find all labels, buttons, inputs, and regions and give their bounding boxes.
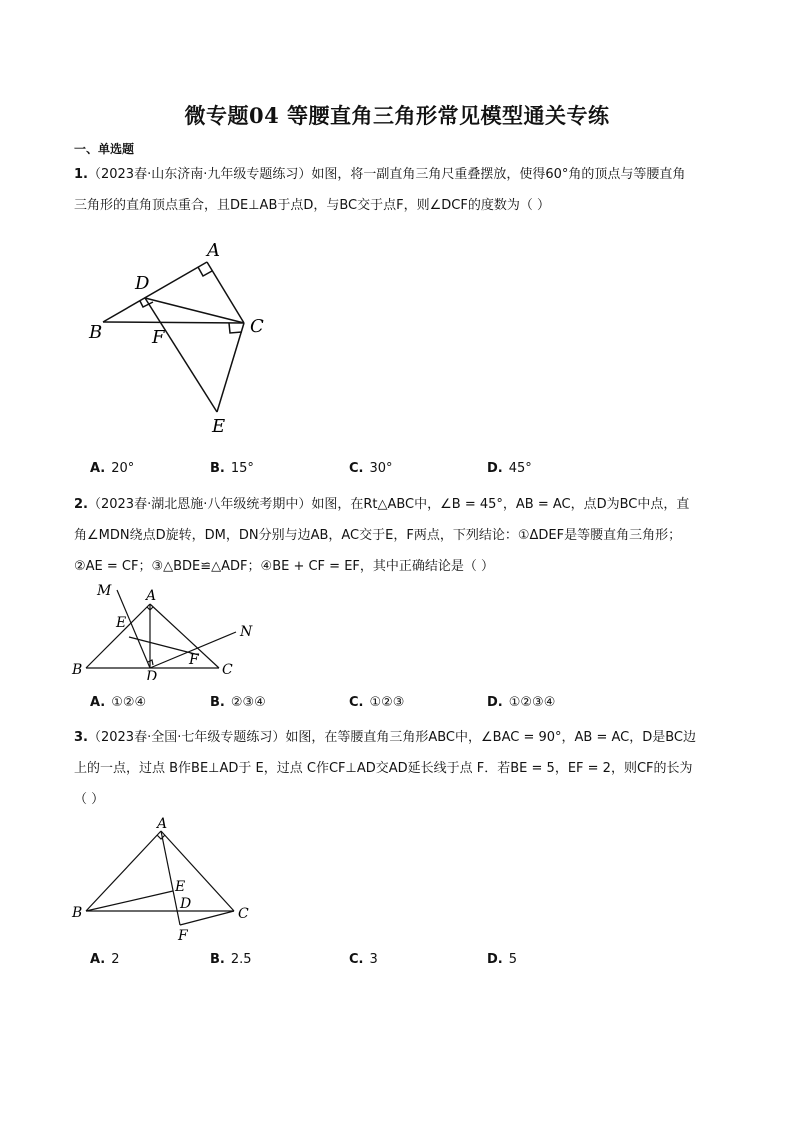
- question-2-stem-1: （2023春·湖北恩施·八年级统考期中）如图，在Rt△ABC中，∠B = 45°，AB = AC，点D为BC中点，直: [87, 497, 690, 512]
- question-2: [74, 489, 734, 582]
- question-3-figure: [66, 812, 266, 947]
- option-c[interactable]: C. ①②③: [349, 695, 405, 710]
- label-f: F: [189, 652, 199, 668]
- option-c[interactable]: C. 30°: [349, 461, 393, 476]
- question-1-stem-1: （2023春·山东济南·九年级专题练习）如图，将一副直角三角尺重叠摆放，使得60°角的顶点与等腰直角: [87, 167, 686, 182]
- page-title: 微专题04 等腰直角三角形常见模型通关专练: [184, 103, 610, 128]
- option-b[interactable]: B. ②③④: [210, 695, 266, 710]
- question-1-line-1: [74, 159, 734, 190]
- label-b: B: [72, 905, 83, 921]
- question-2-line-1: [74, 489, 734, 520]
- label-n: N: [240, 624, 253, 640]
- label-b: B: [89, 322, 103, 343]
- label-d: D: [146, 669, 158, 680]
- question-2-figure: [66, 580, 266, 680]
- question-3: [74, 722, 734, 815]
- label-f: F: [178, 928, 188, 944]
- option-a[interactable]: A. ①②④: [90, 695, 147, 710]
- option-d[interactable]: D. 45°: [487, 461, 532, 476]
- label-c: C: [222, 662, 233, 678]
- label-a: A: [146, 588, 157, 604]
- label-c: C: [250, 316, 264, 337]
- question-1-figure: [80, 235, 280, 440]
- label-a: A: [157, 816, 168, 832]
- option-a[interactable]: A. 20°: [90, 461, 135, 476]
- label-f: F: [152, 327, 165, 348]
- option-d[interactable]: D. ①②③④: [487, 695, 556, 710]
- option-b[interactable]: B. 2.5: [210, 952, 252, 967]
- label-a: A: [207, 240, 220, 261]
- label-c: C: [238, 906, 249, 922]
- question-number: 1.: [74, 167, 88, 182]
- option-a[interactable]: A. 2: [90, 952, 120, 967]
- question-number: 3.: [74, 730, 88, 745]
- question-3-stem-1: （2023春·全国·七年级专题练习）如图，在等腰直角三角形ABC中，∠BAC = 90°，AB = AC，D是BC边: [87, 730, 696, 745]
- option-c[interactable]: C. 3: [349, 952, 378, 967]
- question-3-line-2: 上的一点，过点 B作BE⊥AD于 E，过点 C作CF⊥AD交AD延长线于点 F．若BE = 5，EF = 2，则CF的长为: [74, 761, 693, 776]
- question-1: [74, 159, 734, 221]
- label-d: D: [180, 896, 192, 912]
- label-d: D: [135, 273, 150, 294]
- option-d[interactable]: D. 5: [487, 952, 518, 967]
- question-2-line-3: ②AE = CF；③△BDE≌△ADF；④BE + CF = EF，其中正确结论是（ ）: [74, 559, 495, 574]
- question-2-line-2: 角∠MDN绕点D旋转，DM，DN分别与边AB，AC交于E，F两点，下列结论：①ΔDEF是等腰直角三角形；: [74, 528, 682, 543]
- section-heading: 一、单选题: [74, 142, 135, 156]
- label-e: E: [175, 879, 186, 895]
- question-1-line-2: 三角形的直角顶点重合，且DE⊥AB于点D，与BC交于点F，则∠DCF的度数为（ ）: [74, 198, 550, 213]
- question-number: 2.: [74, 497, 88, 512]
- question-3-line-3: （ ）: [74, 792, 105, 807]
- label-b: B: [72, 662, 83, 678]
- label-m: M: [97, 583, 112, 599]
- label-e: E: [116, 615, 127, 631]
- question-3-line-1: [74, 722, 734, 753]
- label-e: E: [212, 416, 226, 437]
- option-b[interactable]: B. 15°: [210, 461, 254, 476]
